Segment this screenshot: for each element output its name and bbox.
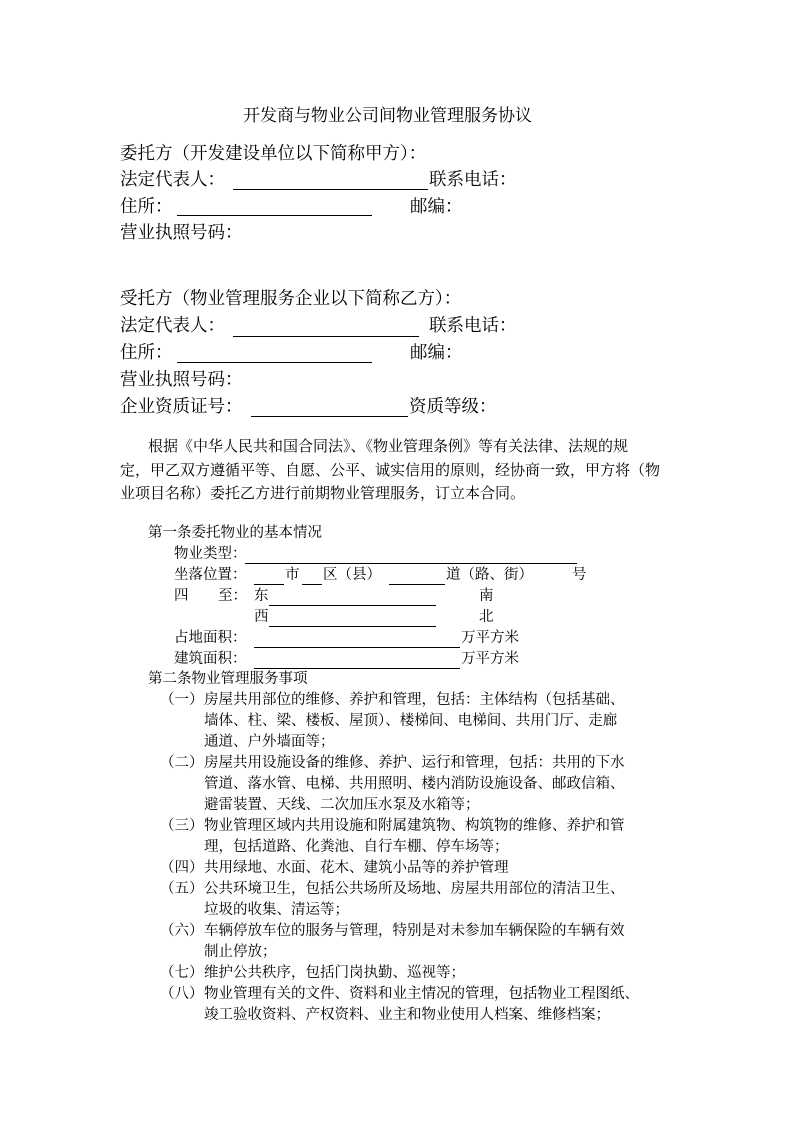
location-district: 区（县） [323,567,381,583]
item-line: 垃圾的收集、清运等； [204,902,349,918]
west-blank[interactable] [269,626,436,627]
article1-heading: 第一条委托物业的基本情况 [148,525,322,541]
build-area-blank[interactable] [254,668,460,669]
item-line: 管道、落水管、电梯、共用照明、楼内消防设施设备、邮政信箱、 [204,776,625,792]
party-b-license-label: 营业执照号码： [120,370,243,390]
item-line: 房屋共用部位的维修、养护和管理，包括：主体结构（包括基础、 [204,692,625,708]
build-area-label: 建筑面积： [174,651,247,667]
item-number: （七） [160,965,204,981]
bound-west: 西 [254,609,269,625]
item-line: 避雷装置、天线、二次加压水泵及水箱等； [204,797,480,813]
document-title: 开发商与物业公司间物业管理服务协议 [243,106,532,126]
party-a-rep-label: 法定代表人： [120,170,225,190]
party-b-cert-label: 企业资质证号： [120,397,243,417]
bound-south: 南 [479,588,494,604]
intro-line: 定，甲乙双方遵循平等、自愿、公平、诚实信用的原则，经协商一致，甲方将（物 [120,461,661,479]
party-b-cert-blank[interactable] [251,416,408,417]
item-line: 维护公共秩序，包括门岗执勤、巡视等； [204,965,465,981]
item-line: 公共环境卫生，包括公共场所及场地、房屋共用部位的清洁卫生、 [204,881,625,897]
item-number: （六） [160,923,204,939]
article2-heading: 第二条物业管理服务事项 [148,671,308,687]
party-b-rep-label: 法定代表人： [120,316,225,336]
location-label: 坐落位置： [174,567,247,583]
item-number: （八） [160,986,204,1002]
item-line: 车辆停放车位的服务与管理，特别是对未参加车辆保险的车辆有效 [204,923,625,939]
item-line: 制止停放； [204,944,277,960]
land-area-label: 占地面积： [174,630,247,646]
land-area-blank[interactable] [254,647,460,648]
party-b-address-blank[interactable] [177,362,372,363]
party-b-postcode-label: 邮编： [410,343,463,363]
intro-line: 根据《中华人民共和国合同法》、《物业管理条例》等有关法律、法规的规 [148,437,629,455]
party-a-license-label: 营业执照号码： [120,223,243,243]
item-number: （二） [160,755,204,771]
item-number: （三） [160,818,204,834]
party-a-phone-label: 联系电话： [429,170,517,190]
item-line: 墙体、柱、梁、楼板、屋顶）、楼梯间、电梯间、共用门厅、走廊 [204,713,618,729]
road-blank[interactable] [389,584,445,585]
property-type-blank[interactable] [245,563,577,564]
item-line: 房屋共用设施设备的维修、养护、运行和管理，包括：共用的下水 [204,755,625,771]
bound-north: 北 [479,609,494,625]
bounds-label-a: 四 [174,588,189,604]
bound-east: 东 [254,588,269,604]
district-blank[interactable] [302,584,322,585]
party-b-rep-blank[interactable] [233,336,419,337]
party-a-postcode-label: 邮编： [410,197,463,217]
bounds-label-b: 至： [218,588,247,604]
party-a-rep-blank[interactable] [233,189,428,190]
item-line: 共用绿地、水面、花木、建筑小品等的养护管理 [204,860,509,876]
item-line: 物业管理有关的文件、资料和业主情况的管理，包括物业工程图纸、 [204,986,639,1002]
location-city: 市 [285,567,300,583]
party-a-address-label: 住所： [120,197,173,217]
item-line: 通道、户外墙面等； [204,734,335,750]
item-number: （四） [160,860,204,876]
item-number: （五） [160,881,204,897]
party-b-phone-label: 联系电话： [429,316,517,336]
property-type-label: 物业类型： [174,546,247,562]
item-line: 物业管理区域内共用设施和附属建筑物、构筑物的维修、养护和管 [204,818,625,834]
party-a-heading: 委托方（开发建设单位以下简称甲方）： [120,144,427,164]
location-road: 道（路、街） [446,567,533,583]
item-line: 理，包括道路、化粪池、自行车棚、停车场等； [204,839,509,855]
party-a-address-blank[interactable] [177,215,372,216]
intro-line: 业项目名称）委托乙方进行前期物业管理服务，订立本合同。 [120,484,526,502]
party-b-grade-label: 资质等级： [409,397,497,417]
location-number: 号 [572,567,587,583]
city-blank[interactable] [254,584,284,585]
item-line: 竣工验收资料、产权资料、业主和物业使用人档案、维修档案； [204,1007,610,1023]
east-blank[interactable] [269,605,436,606]
item-number: （一） [160,692,204,708]
build-area-unit: 万平方米 [461,651,519,667]
land-area-unit: 万平方米 [461,630,519,646]
party-b-heading: 受托方（物业管理服务企业以下简称乙方）： [120,289,462,309]
party-b-address-label: 住所： [120,343,173,363]
